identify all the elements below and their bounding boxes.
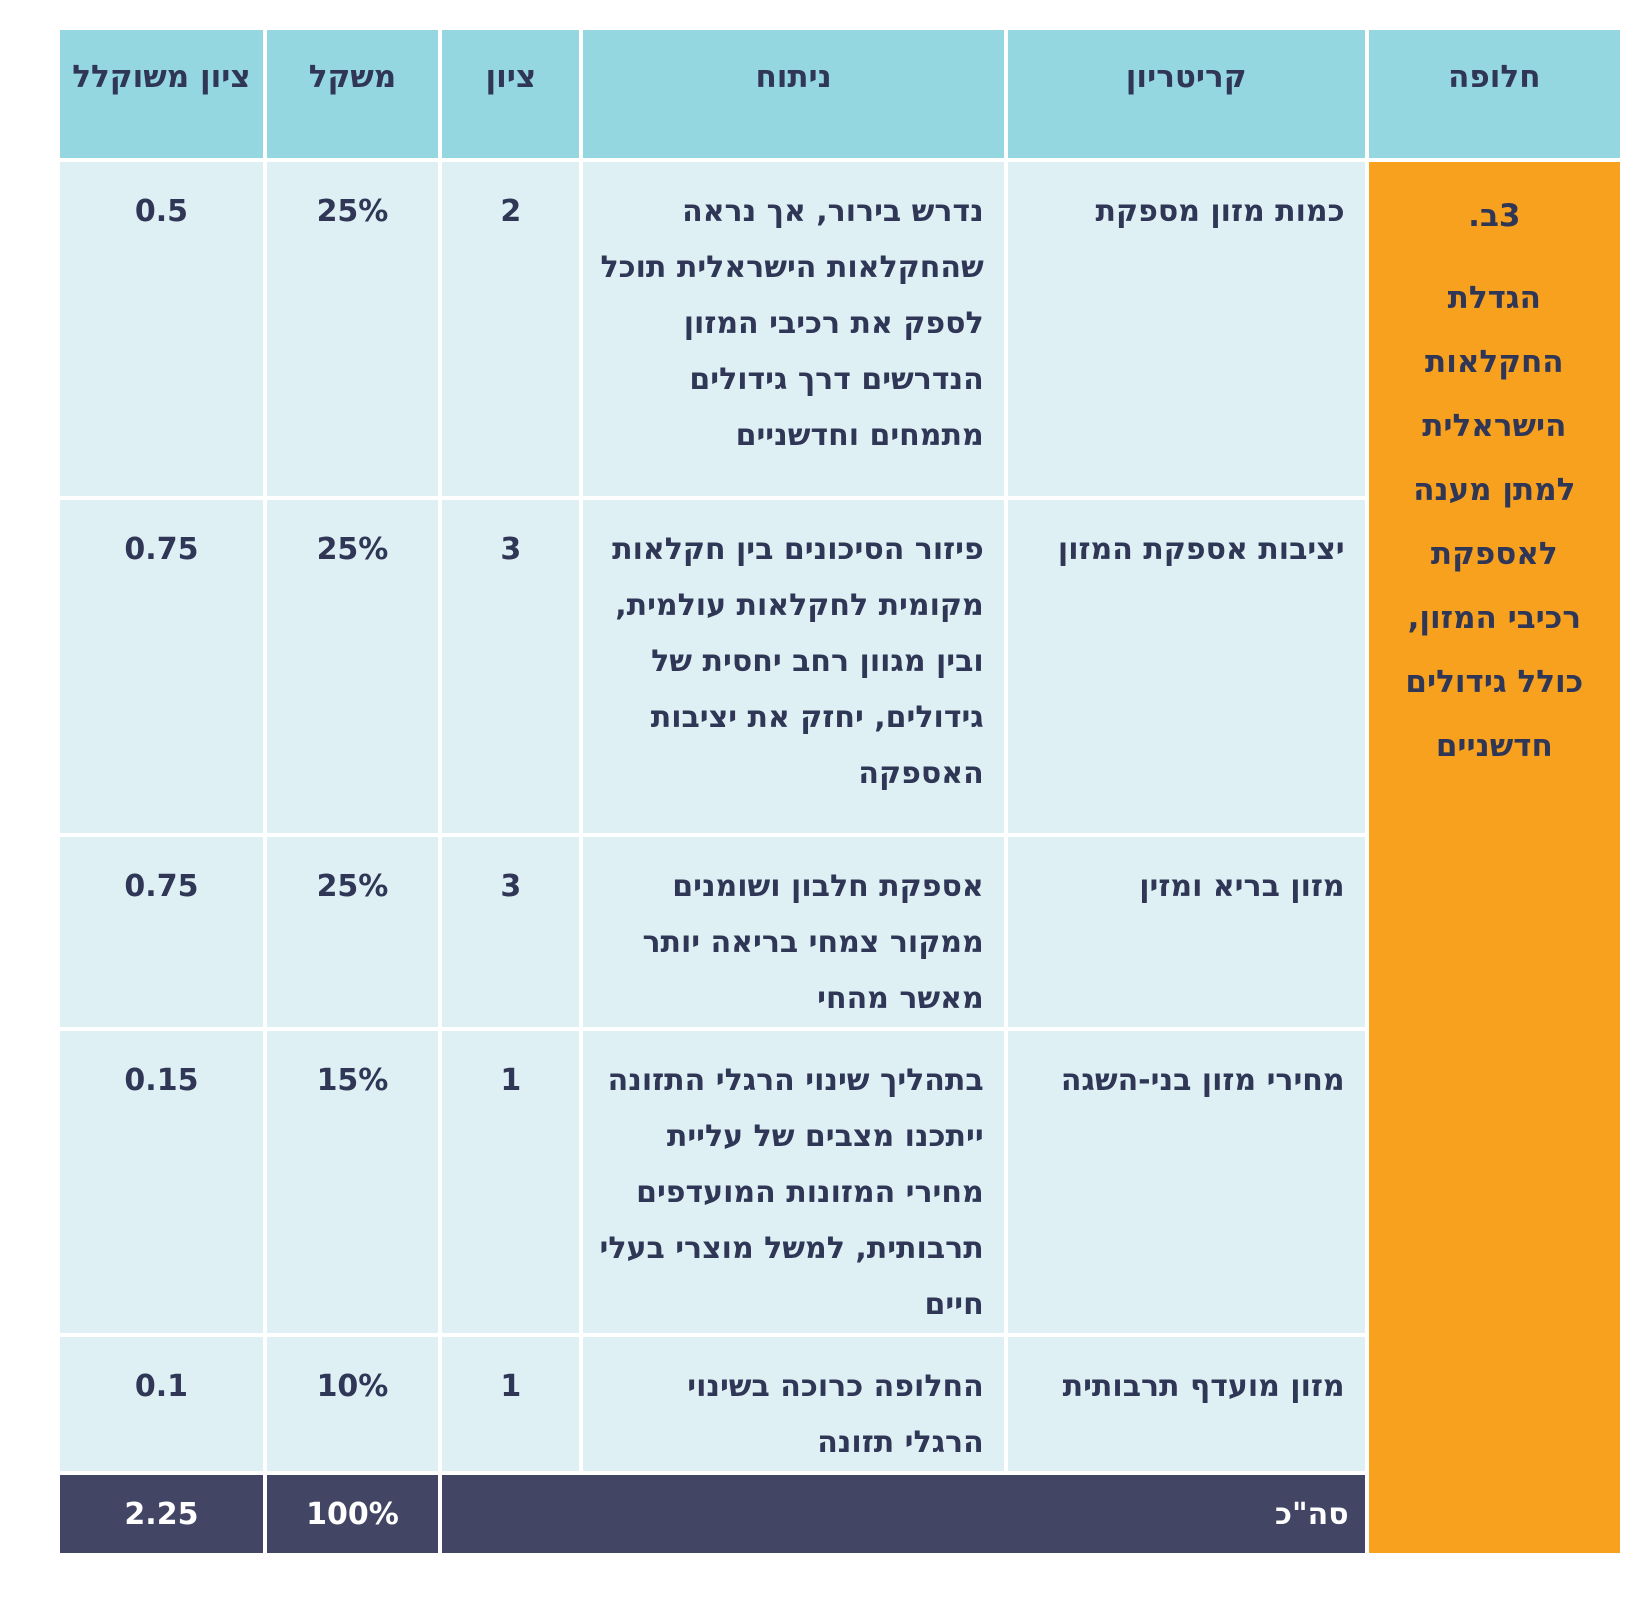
analysis-cell: בתהליך שינוי הרגלי התזונה ייתכנו מצבים של עליית מחירי המזונות המועדפים תרבותית, למשל מוצרי בעלי חיים (581, 1029, 1005, 1335)
header-analysis: ניתוח (581, 28, 1005, 160)
weight-cell: 15% (265, 1029, 440, 1335)
analysis-cell: נדרש בירור, אך נראה שהחקלאות הישראלית תוכל לספק את רכיבי המזון הנדרשים דרך גידולים מתמחים וחדשניים (581, 160, 1005, 498)
weight-cell: 10% (265, 1335, 440, 1473)
score-cell: 1 (440, 1335, 581, 1473)
alternative-cell (1367, 160, 1622, 1555)
evaluation-table-container (56, 26, 1624, 1557)
criterion-cell: מחירי מזון בני-השגה (1006, 1029, 1367, 1335)
table-row (58, 160, 1622, 498)
analysis-cell: החלופה כרוכה בשינוי הרגלי תזונה (581, 1335, 1005, 1473)
alternative-number: 3ב. (1468, 198, 1521, 234)
analysis-cell: אספקת חלבון ושומנים ממקור צמחי בריאה יותר מאשר מהחי (581, 835, 1005, 1029)
total-weight: 100% (265, 1473, 440, 1555)
header-score: ציון (440, 28, 581, 160)
evaluation-table (56, 26, 1624, 1557)
header-criterion: קריטריון (1006, 28, 1367, 160)
total-label: סה"כ (440, 1473, 1367, 1555)
score-cell: 3 (440, 835, 581, 1029)
criterion-cell: מזון בריא ומזין (1006, 835, 1367, 1029)
weighted-score-cell: 0.5 (58, 160, 265, 498)
weight-cell: 25% (265, 835, 440, 1029)
alternative-text: הגדלת החקלאות הישראלית למתן מענה לאספקת רכיבי המזון, כולל גידולים חדשניים (1405, 280, 1584, 764)
criterion-cell: כמות מזון מספקת (1006, 160, 1367, 498)
header-weight: משקל (265, 28, 440, 160)
criterion-cell: מזון מועדף תרבותית (1006, 1335, 1367, 1473)
score-cell: 2 (440, 160, 581, 498)
weighted-score-cell: 0.75 (58, 835, 265, 1029)
total-weighted-score: 2.25 (58, 1473, 265, 1555)
analysis-cell: פיזור הסיכונים בין חקלאות מקומית לחקלאות עולמית, ובין מגוון רחב יחסית של גידולים, יחזק את יציבות האספקה (581, 498, 1005, 835)
header-weighted-score: ציון משוקלל (58, 28, 265, 160)
criterion-cell: יציבות אספקת המזון (1006, 498, 1367, 835)
weighted-score-cell: 0.75 (58, 498, 265, 835)
weighted-score-cell: 0.15 (58, 1029, 265, 1335)
header-alternative: חלופה (1367, 28, 1622, 160)
score-cell: 1 (440, 1029, 581, 1335)
score-cell: 3 (440, 498, 581, 835)
header-row (58, 28, 1622, 160)
weighted-score-cell: 0.1 (58, 1335, 265, 1473)
weight-cell: 25% (265, 160, 440, 498)
weight-cell: 25% (265, 498, 440, 835)
